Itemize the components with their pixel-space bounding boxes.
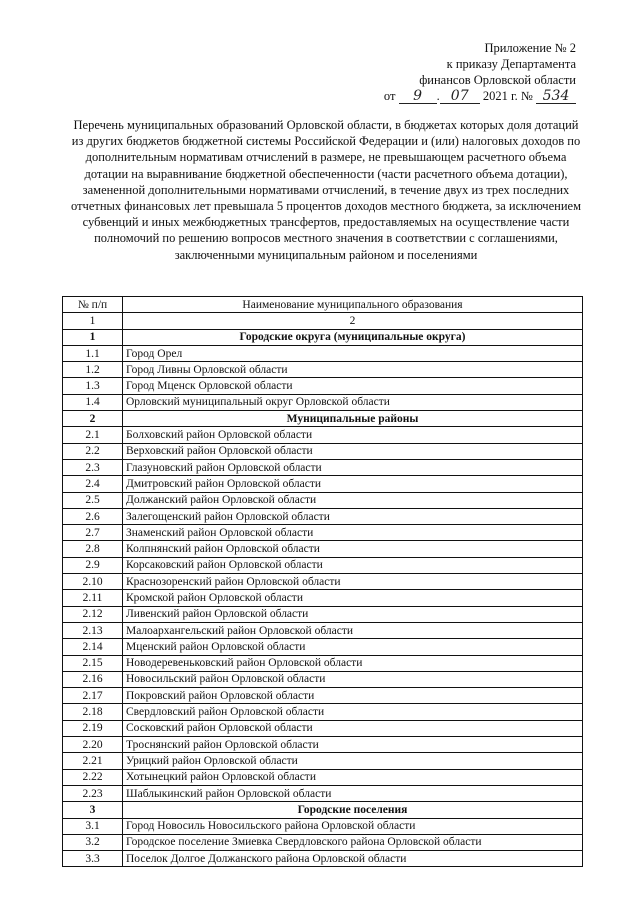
header-num: № п/п bbox=[63, 297, 123, 313]
table-row bbox=[63, 574, 583, 590]
table-row bbox=[63, 785, 583, 801]
row-name: Залегощенский район Орловской области bbox=[123, 508, 583, 524]
row-number: 3.3 bbox=[63, 851, 123, 867]
approval-line-1: Приложение № 2 bbox=[484, 41, 576, 55]
row-name: Малоархангельский район Орловской области bbox=[123, 622, 583, 638]
table-row bbox=[63, 655, 583, 671]
table-row bbox=[63, 427, 583, 443]
row-number: 2.18 bbox=[63, 704, 123, 720]
row-name: Корсаковский район Орловской области bbox=[123, 557, 583, 573]
row-number: 2.14 bbox=[63, 639, 123, 655]
table-row bbox=[63, 590, 583, 606]
table-row bbox=[63, 606, 583, 622]
year-text: 2021 г. № bbox=[482, 89, 533, 103]
handwritten-order-number: 534 bbox=[536, 90, 576, 104]
row-number: 1.4 bbox=[63, 394, 123, 410]
table-row bbox=[63, 443, 583, 459]
row-name: Поселок Долгое Должанского района Орловской области bbox=[123, 851, 583, 867]
row-name: Муниципальные районы bbox=[123, 411, 583, 427]
row-number: 3.1 bbox=[63, 818, 123, 834]
handwritten-month: 07 bbox=[440, 90, 480, 104]
row-name: Сосковский район Орловской области bbox=[123, 720, 583, 736]
row-number: 2.2 bbox=[63, 443, 123, 459]
table-row bbox=[63, 688, 583, 704]
approval-line-2: к приказу Департамента bbox=[446, 57, 576, 71]
row-name: Колпнянский район Орловской области bbox=[123, 541, 583, 557]
row-number: 2 bbox=[63, 411, 123, 427]
row-name: Город Ливны Орловской области bbox=[123, 362, 583, 378]
table-row bbox=[63, 671, 583, 687]
row-name: Краснозоренский район Орловской области bbox=[123, 574, 583, 590]
row-number: 2.17 bbox=[63, 688, 123, 704]
row-name: Покровский район Орловской области bbox=[123, 688, 583, 704]
row-name: Городские округа (муниципальные округа) bbox=[123, 329, 583, 345]
row-number: 2.13 bbox=[63, 622, 123, 638]
row-name: Городское поселение Змиевка Свердловского района Орловской области bbox=[123, 834, 583, 850]
row-name: Мценский район Орловской области bbox=[123, 639, 583, 655]
row-number: 2.9 bbox=[63, 557, 123, 573]
table-row bbox=[63, 525, 583, 541]
row-name: Кромской район Орловской области bbox=[123, 590, 583, 606]
table-row bbox=[63, 720, 583, 736]
table-row bbox=[63, 639, 583, 655]
row-number: 2.7 bbox=[63, 525, 123, 541]
row-number: 2.3 bbox=[63, 459, 123, 475]
row-number: 2.21 bbox=[63, 753, 123, 769]
row-name: Глазуновский район Орловской области bbox=[123, 459, 583, 475]
row-name: Знаменский район Орловской области bbox=[123, 525, 583, 541]
table-row bbox=[63, 345, 583, 361]
row-number: 2.22 bbox=[63, 769, 123, 785]
table-row bbox=[63, 557, 583, 573]
table-row bbox=[63, 378, 583, 394]
row-number: 2.16 bbox=[63, 671, 123, 687]
column-number-row bbox=[63, 313, 583, 329]
table-header-row bbox=[63, 297, 583, 313]
row-name: Шаблыкинский район Орловской области bbox=[123, 785, 583, 801]
row-name: Свердловский район Орловской области bbox=[123, 704, 583, 720]
table-row bbox=[63, 737, 583, 753]
table-row bbox=[63, 476, 583, 492]
row-name: Хотынецкий район Орловской области bbox=[123, 769, 583, 785]
table-section-row bbox=[63, 411, 583, 427]
colnum-1: 1 bbox=[63, 313, 123, 329]
row-name: Урицкий район Орловской области bbox=[123, 753, 583, 769]
row-number: 2.11 bbox=[63, 590, 123, 606]
row-name: Новодеревеньковский район Орловской области bbox=[123, 655, 583, 671]
table-section-row bbox=[63, 329, 583, 345]
colnum-2: 2 bbox=[123, 313, 583, 329]
row-name: Город Орел bbox=[123, 345, 583, 361]
approval-block bbox=[384, 40, 576, 104]
row-name: Болховский район Орловской области bbox=[123, 427, 583, 443]
row-number: 2.8 bbox=[63, 541, 123, 557]
handwritten-day: 9 bbox=[399, 90, 437, 104]
row-name: Ливенский район Орловской области bbox=[123, 606, 583, 622]
table-row bbox=[63, 492, 583, 508]
row-name: Город Мценск Орловской области bbox=[123, 378, 583, 394]
row-name: Верховский район Орловской области bbox=[123, 443, 583, 459]
document-title: Перечень муниципальных образований Орловской области, в бюджетах которых доля дотаций из других бюджетов бюджетной системы Российской Федерации и (или) налоговых доходов по дополнительным нормативам отчислений в размере, не превышающем расчетного объема дотации на выравнивание бюджетной обеспеченности (части расчетного объема дотации), замененной дополнительными нормативами отчислений, в течение двух из трех последних отчетных финансовых лет превышала 5 процентов доходов местного бюджета, за исключением субвенций и иных межбюджетных трансфертов, предоставляемых на осуществление части полномочий по решению вопросов местного значения в соответствии с соглашениями, заключенными муниципальным районом и поселениями bbox=[71, 118, 581, 262]
row-name: Город Новосиль Новосильского района Орловской области bbox=[123, 818, 583, 834]
row-name: Новосильский район Орловской области bbox=[123, 671, 583, 687]
table-row bbox=[63, 622, 583, 638]
row-number: 1.2 bbox=[63, 362, 123, 378]
table-row bbox=[63, 769, 583, 785]
row-number: 2.23 bbox=[63, 785, 123, 801]
table-row bbox=[63, 834, 583, 850]
table-row bbox=[63, 362, 583, 378]
table-row bbox=[63, 704, 583, 720]
approval-date-line: от 9 . 07 2021 г. № 534 bbox=[384, 88, 576, 104]
row-number: 2.20 bbox=[63, 737, 123, 753]
row-number: 1.3 bbox=[63, 378, 123, 394]
row-number: 1.1 bbox=[63, 345, 123, 361]
row-number: 2.1 bbox=[63, 427, 123, 443]
row-name: Орловский муниципальный округ Орловской области bbox=[123, 394, 583, 410]
header-name: Наименование муниципального образования bbox=[123, 297, 583, 313]
row-number: 3.2 bbox=[63, 834, 123, 850]
table-body bbox=[63, 297, 583, 867]
row-number: 2.10 bbox=[63, 574, 123, 590]
table-row bbox=[63, 541, 583, 557]
table-row bbox=[63, 753, 583, 769]
row-number: 2.12 bbox=[63, 606, 123, 622]
approval-line-3: финансов Орловской области bbox=[419, 73, 576, 87]
row-number: 2.6 bbox=[63, 508, 123, 524]
table-row bbox=[63, 851, 583, 867]
row-number: 2.15 bbox=[63, 655, 123, 671]
row-name: Дмитровский район Орловской области bbox=[123, 476, 583, 492]
table-row bbox=[63, 459, 583, 475]
row-number: 2.5 bbox=[63, 492, 123, 508]
table-section-row bbox=[63, 802, 583, 818]
row-number: 2.4 bbox=[63, 476, 123, 492]
row-name: Должанский район Орловской области bbox=[123, 492, 583, 508]
table-row bbox=[63, 508, 583, 524]
table-row bbox=[63, 394, 583, 410]
row-name: Троснянский район Орловской области bbox=[123, 737, 583, 753]
date-prefix: от bbox=[383, 89, 396, 103]
municipality-table bbox=[62, 296, 583, 867]
row-number: 1 bbox=[63, 329, 123, 345]
row-name: Городские поселения bbox=[123, 802, 583, 818]
row-number: 2.19 bbox=[63, 720, 123, 736]
table-row bbox=[63, 818, 583, 834]
row-number: 3 bbox=[63, 802, 123, 818]
